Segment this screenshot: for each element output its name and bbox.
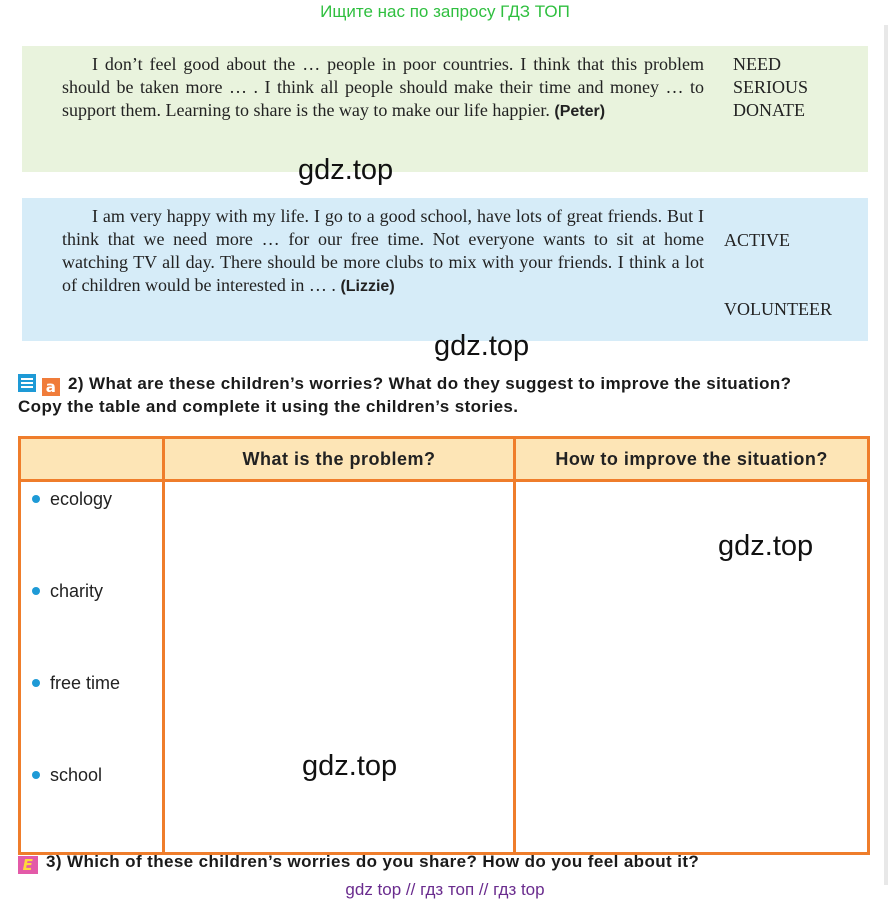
bullet-icon [32,495,40,503]
word-volunteer: VOLUNTEER [724,299,832,319]
improve-cell [515,481,869,854]
task-2-text: What are these children’s worries? What do they suggest to improve the situation? Copy the table and complete it using the children’s stories. [18,374,792,416]
peter-note-text [62,53,704,123]
task-3-number: 3) [46,852,62,871]
category-ecology: ecology [50,489,113,509]
torn-edge [16,46,32,172]
word-serious: SERIOUS [733,77,809,97]
bullet-icon [32,771,40,779]
task-2-number: 2) [68,374,84,393]
task-3-text: Which of these children’s worries do you share? How do you feel about it? [67,852,700,871]
lizzie-note-text [62,205,704,298]
watermark: gdz.top [302,750,398,782]
table-header-problem: What is the problem? [163,438,515,481]
table-header-improve: How to improve the situation? [515,438,869,481]
problem-cell [163,481,515,854]
category-school: school [50,765,103,785]
category-charity: charity [50,581,104,601]
lizzie-note [22,198,868,341]
list-icon [18,374,36,392]
peter-author: (Peter) [554,103,606,120]
lizzie-story: I am very happy with my life. I go to a good school, have lots of great friends. But I think that we need more … for our free time. Not everyone wants to sit at home watching TV all day. There should be more clubs to mix with your friends. I think a lot of children would be interested in … . [62,206,704,295]
watermark: gdz.top [434,330,530,362]
list-item [22,575,161,667]
word-donate: DONATE [733,100,805,120]
table-header-row [20,438,869,481]
category-list [22,483,161,851]
lizzie-author: (Lizzie) [340,278,395,295]
list-item [22,759,161,851]
category-cell [20,481,164,854]
list-item [22,667,161,759]
category-free-time: free time [50,673,121,693]
word-active: ACTIVE [724,230,790,250]
page-edge-divider [884,25,888,885]
bullet-icon [32,679,40,687]
letter-e-icon: E [18,856,38,874]
watermark: gdz.top [298,154,394,186]
pen-icon: a [42,378,60,396]
watermark: gdz.top [718,530,814,562]
task-3 [18,851,818,874]
word-need: NEED [733,54,781,74]
footer-watermark: gdz top // гдз топ // гдз top [345,880,545,899]
peter-story: I don’t feel good about the … people in poor countries. I think that this problem should be taken more … . I think all people should make their time and money … to support them. Learning to share is the way to make our life happier. [62,54,704,120]
task-2 [18,373,818,417]
worries-table [18,436,870,855]
search-banner: Ищите нас по запросу ГДЗ ТОП [320,2,570,21]
list-item [22,483,161,575]
bullet-icon [32,587,40,595]
table-header-empty [20,438,164,481]
torn-edge [16,198,32,341]
peter-note [22,46,868,172]
